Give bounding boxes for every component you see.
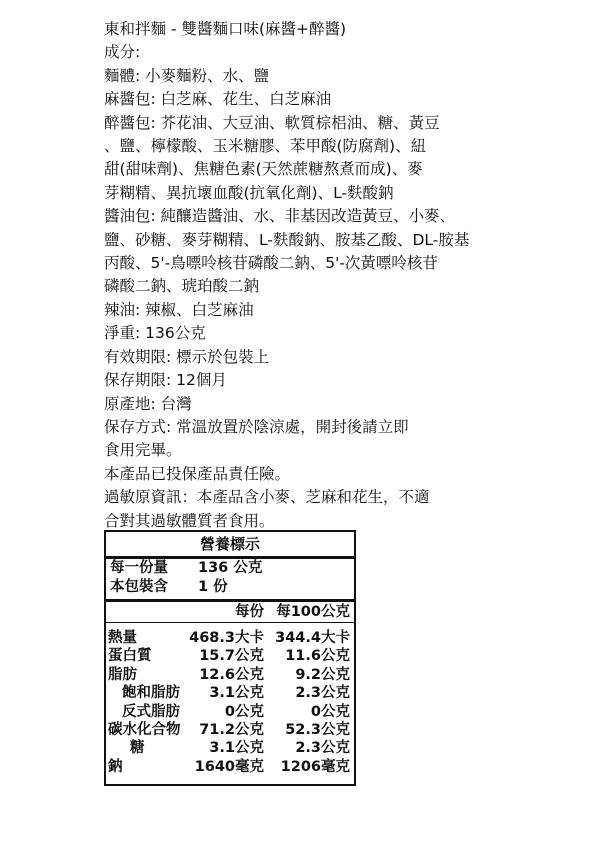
servings-per-pack-row [106, 578, 354, 597]
product-title: 東和拌麵 - 雙醬麵口味(麻醬+醉醬) [104, 20, 347, 38]
label-line: 麵體: 小麥麵粉、水、鹽 [104, 66, 270, 85]
label-line: 鹽、砂糖、麥芽糊精、L-麩酸鈉、胺基乙酸、DL-胺基 [104, 230, 470, 249]
nutrient-per-serving: 1640毫克 [194, 758, 264, 775]
nutrient-name: 碳水化合物 [108, 721, 181, 738]
storage-method-cont: 食用完畢。 [104, 441, 182, 460]
nutrient-per-serving: 468.3大卡 [189, 630, 264, 646]
servings-per-pack-label: 本包裝含 [110, 579, 168, 595]
column-header-row [106, 602, 354, 622]
nutrient-per-100g: 11.6公克 [285, 648, 350, 665]
nutrient-row [106, 629, 354, 647]
serving-size-label: 每一份量 [110, 560, 168, 576]
per-serving-header: 每份 [235, 604, 264, 620]
nutrient-per-100g: 2.3公克 [295, 740, 350, 757]
label-line: 辣油: 辣椒、白芝麻油 [104, 300, 254, 319]
nutrient-row [106, 666, 354, 684]
nutrient-name: 鈉 [108, 758, 123, 775]
shelf-life: 保存期限: 12個月 [104, 371, 227, 390]
serving-size-row [106, 559, 354, 578]
nutrient-rows [106, 629, 354, 776]
nutrient-row [106, 758, 354, 776]
nutrient-name: 蛋白質 [108, 648, 152, 665]
label-line: 醬油包: 純釀造醬油、水、非基因改造黃豆、小麥、 [104, 207, 456, 226]
nutrient-row [106, 703, 354, 721]
label-line: 醉醬包: 芥花油、大豆油、軟質棕梠油、糖、黃豆 [104, 113, 440, 132]
ingredients-heading: 成分: [104, 43, 141, 62]
insurance-note: 本產品已投保產品責任險。 [104, 464, 291, 483]
nutrient-row [106, 684, 354, 702]
servings-per-pack-value: 1 份 [198, 579, 228, 595]
nutrient-per-100g: 2.3公克 [295, 685, 350, 702]
nutrient-per-serving: 3.1公克 [209, 740, 264, 757]
nutrient-per-serving: 71.2公克 [199, 721, 264, 738]
nutrient-row [106, 647, 354, 665]
label-line: 麻醬包: 白芝麻、花生、白芝麻油 [104, 90, 332, 109]
nutrient-per-serving: 0公克 [224, 703, 264, 720]
serving-size-value: 136 公克 [198, 560, 263, 576]
nutrient-per-serving: 15.7公克 [199, 648, 264, 665]
nutrient-per-100g: 9.2公克 [295, 666, 350, 683]
label-text-block [104, 18, 504, 533]
nutrient-name: 糖 [130, 740, 145, 757]
label-line: 、鹽、檸檬酸、玉米糖膠、苯甲酸(防腐劑)、紐 [104, 137, 427, 156]
storage-method: 保存方式: 常溫放置於陰涼處，開封後請立即 [104, 417, 409, 436]
label-line: 磷酸二鈉、琥珀酸二鈉 [104, 277, 260, 296]
per-100g-header: 每100公克 [276, 604, 350, 620]
label-line: 芽糊精、異抗壞血酸(抗氧化劑)、L-麩酸鈉 [104, 183, 394, 202]
allergen-info-cont: 合對其過敏體質者食用。 [104, 511, 275, 530]
nutrient-name: 飽和脂肪 [122, 685, 180, 702]
label-line: 丙酸、5'-鳥嘌呤核苷磷酸二鈉、5'-次黃嘌呤核苷 [104, 254, 438, 273]
origin: 原產地: 台灣 [104, 394, 192, 413]
allergen-info: 過敏原資訊：本產品含小麥、芝麻和花生，不適 [104, 488, 430, 507]
nutrient-per-100g: 344.4大卡 [275, 630, 350, 646]
nutrient-row [106, 739, 354, 757]
expiry-date: 有效期限: 標示於包裝上 [104, 347, 270, 366]
nutrient-name: 熱量 [108, 630, 137, 646]
nutrient-per-serving: 3.1公克 [209, 685, 264, 702]
nutrient-per-100g: 52.3公克 [285, 721, 350, 738]
nutrient-per-100g: 0公克 [310, 703, 350, 720]
nutrient-name: 反式脂肪 [122, 703, 180, 720]
nutrient-row [106, 721, 354, 739]
label-line: 甜(甜味劑)、焦糖色素(天然蔗糖熬煮而成)、麥 [104, 160, 423, 179]
net-weight: 淨重: 136公克 [104, 324, 206, 343]
nutrient-per-serving: 12.6公克 [199, 666, 264, 683]
nutrition-facts-table [104, 530, 356, 786]
nutrient-per-100g: 1206毫克 [280, 758, 350, 775]
nutrient-name: 脂肪 [108, 666, 137, 683]
nutrition-title: 營養標示 [106, 532, 354, 559]
